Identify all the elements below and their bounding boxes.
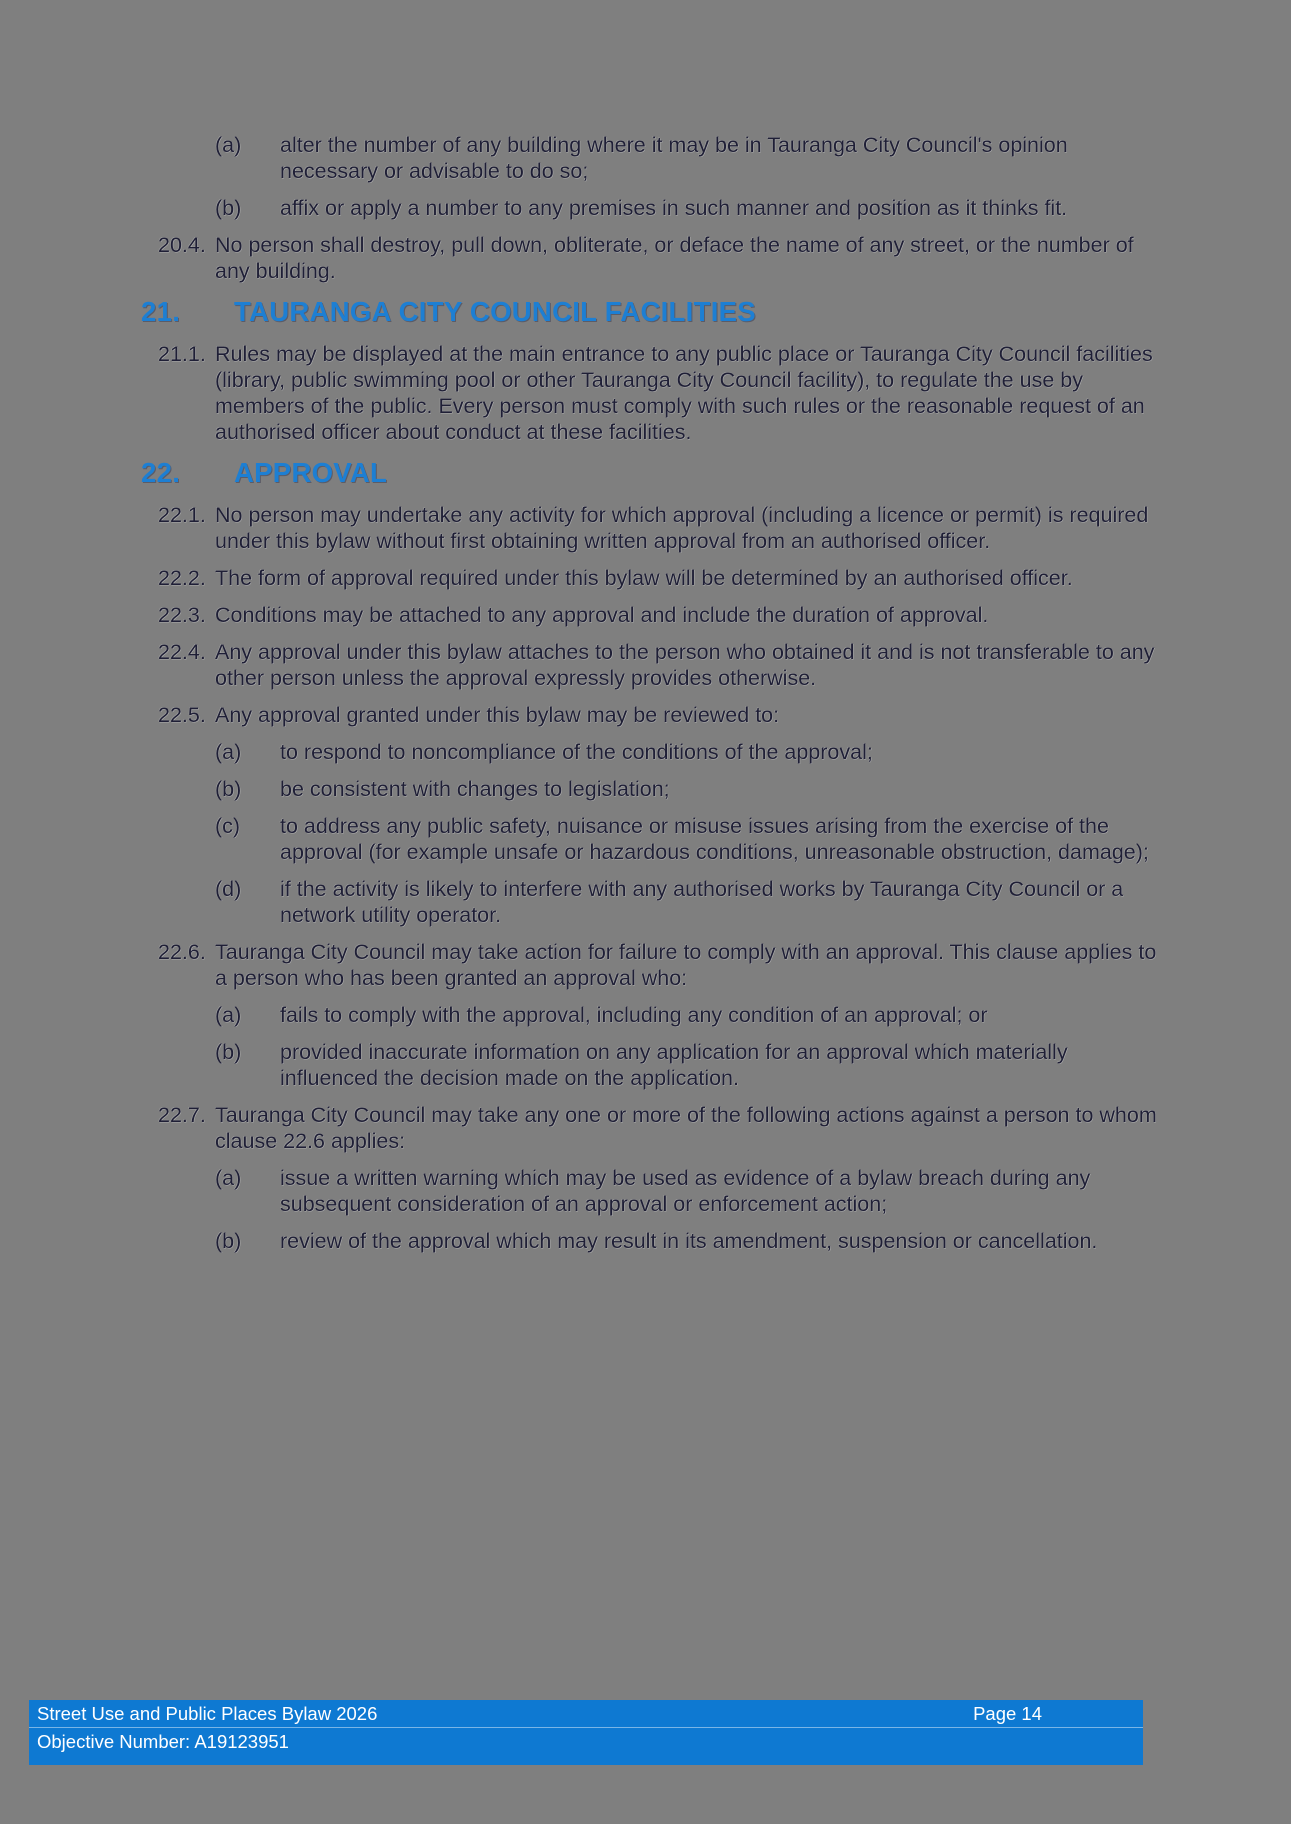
clause-20-4 bbox=[0, 232, 1291, 284]
clause-22-2 bbox=[0, 565, 1291, 591]
subclause-11 bbox=[0, 739, 1291, 765]
paragraph-text: to respond to noncompliance of the conditions of the approval; bbox=[280, 740, 873, 764]
footer-page-number: Page 14 bbox=[973, 1702, 1042, 1724]
paragraph-text: Tauranga City Council may take action for failure to comply with an approval. This clause applies to a person who has been granted an approval who: bbox=[215, 940, 1157, 990]
subclause-1 bbox=[0, 195, 1291, 221]
clause-number: 22.7. bbox=[158, 1103, 206, 1127]
clause-22-3 bbox=[0, 602, 1291, 628]
subclause-13 bbox=[0, 813, 1291, 865]
footer-row-2 bbox=[29, 1728, 1143, 1755]
paragraph-text: Tauranga City Council may take any one or more of the following actions against a person to whom clause 22.6 applies: bbox=[215, 1103, 1157, 1153]
paragraph-text: No person may undertake any activity for which approval (including a licence or permit) is required under this bylaw without first obtaining written approval from an authorised officer. bbox=[215, 503, 1149, 553]
paragraph-text: to address any public safety, nuisance or misuse issues arising from the exercise of the approval (for example unsafe or hazardous conditions, unreasonable obstruction, damage); bbox=[280, 814, 1149, 864]
paragraph-text: be consistent with changes to legislation; bbox=[280, 777, 670, 801]
paragraph-text: Any approval under this bylaw attaches to the person who obtained it and is not transferable to any other person unless the approval expressly provides otherwise. bbox=[215, 640, 1155, 690]
subclause-letter: (a) bbox=[215, 1166, 242, 1190]
clause-number: 22.6. bbox=[158, 940, 206, 964]
paragraph-text: The form of approval required under this bylaw will be determined by an authorised officer. bbox=[215, 566, 1073, 590]
paragraph-text: Rules may be displayed at the main entrance to any public place or Tauranga City Council facilities (library, public swimming pool or other Tauranga City Council facility), to regulate the use by members of the public. Every person must comply with such rules or the reasonable request of an authorised officer about conduct at these facilities. bbox=[215, 342, 1153, 444]
clause-number: 22.3. bbox=[158, 603, 206, 627]
subclause-0 bbox=[0, 132, 1291, 184]
subclause-letter: (a) bbox=[215, 740, 242, 764]
footer-bar bbox=[29, 1700, 1143, 1765]
paragraph-text: Any approval granted under this bylaw may be reviewed to: bbox=[215, 703, 780, 727]
heading-text: TAURANGA CITY COUNCIL FACILITIES bbox=[234, 296, 756, 327]
section-heading-22 bbox=[0, 456, 1291, 490]
footer-document-title: Street Use and Public Places Bylaw 2026 bbox=[37, 1702, 378, 1724]
heading-number: 22. bbox=[141, 457, 181, 488]
clause-number: 22.2. bbox=[158, 566, 206, 590]
subclause-letter: (a) bbox=[215, 1003, 242, 1027]
subclause-letter: (a) bbox=[215, 133, 242, 157]
paragraph-text: provided inaccurate information on any application for an approval which materially influenced the decision made on the application. bbox=[280, 1040, 1068, 1090]
subclause-letter: (b) bbox=[215, 777, 242, 801]
clause-number: 22.5. bbox=[158, 703, 206, 727]
paragraph-text: issue a written warning which may be used as evidence of a bylaw breach during any subsequent consideration of an approval or enforcement action; bbox=[280, 1166, 1091, 1216]
clause-number: 20.4. bbox=[158, 233, 206, 257]
subclause-letter: (b) bbox=[215, 1229, 242, 1253]
paragraph-text: alter the number of any building where it may be in Tauranga City Council's opinion necessary or advisable to do so; bbox=[280, 133, 1068, 183]
subclause-letter: (b) bbox=[215, 1040, 242, 1064]
paragraph-text: review of the approval which may result in its amendment, suspension or cancellation. bbox=[280, 1229, 1098, 1253]
section-heading-21 bbox=[0, 295, 1291, 329]
clause-number: 22.1. bbox=[158, 503, 206, 527]
subclause-12 bbox=[0, 776, 1291, 802]
subclause-letter: (d) bbox=[215, 877, 242, 901]
footer-objective-number: Objective Number: A19123951 bbox=[37, 1730, 289, 1752]
heading-number: 21. bbox=[141, 296, 181, 327]
clause-21-1 bbox=[0, 341, 1291, 445]
clause-22-5 bbox=[0, 702, 1291, 728]
heading-text: APPROVAL bbox=[234, 457, 388, 488]
paragraph-text: affix or apply a number to any premises in such manner and position as it thinks fit. bbox=[280, 196, 1068, 220]
clause-number: 22.4. bbox=[158, 640, 206, 664]
subclause-19 bbox=[0, 1165, 1291, 1217]
clause-22-6 bbox=[0, 939, 1291, 991]
clause-22-1 bbox=[0, 502, 1291, 554]
subclause-letter: (c) bbox=[215, 814, 241, 838]
subclause-16 bbox=[0, 1002, 1291, 1028]
subclause-20 bbox=[0, 1228, 1291, 1254]
paragraph-text: fails to comply with the approval, including any condition of an approval; or bbox=[280, 1003, 988, 1027]
subclause-17 bbox=[0, 1039, 1291, 1091]
paragraph-text: if the activity is likely to interfere with any authorised works by Tauranga City Council or a network utility operator. bbox=[280, 877, 1124, 927]
subclause-letter: (b) bbox=[215, 196, 242, 220]
clause-22-7 bbox=[0, 1102, 1291, 1154]
subclause-14 bbox=[0, 876, 1291, 928]
clause-22-4 bbox=[0, 639, 1291, 691]
paragraph-text: No person shall destroy, pull down, obliterate, or deface the name of any street, or the number of any building. bbox=[215, 233, 1134, 283]
clause-number: 21.1. bbox=[158, 342, 206, 366]
footer-row-1 bbox=[29, 1700, 1143, 1728]
paragraph-text: Conditions may be attached to any approval and include the duration of approval. bbox=[215, 603, 989, 627]
